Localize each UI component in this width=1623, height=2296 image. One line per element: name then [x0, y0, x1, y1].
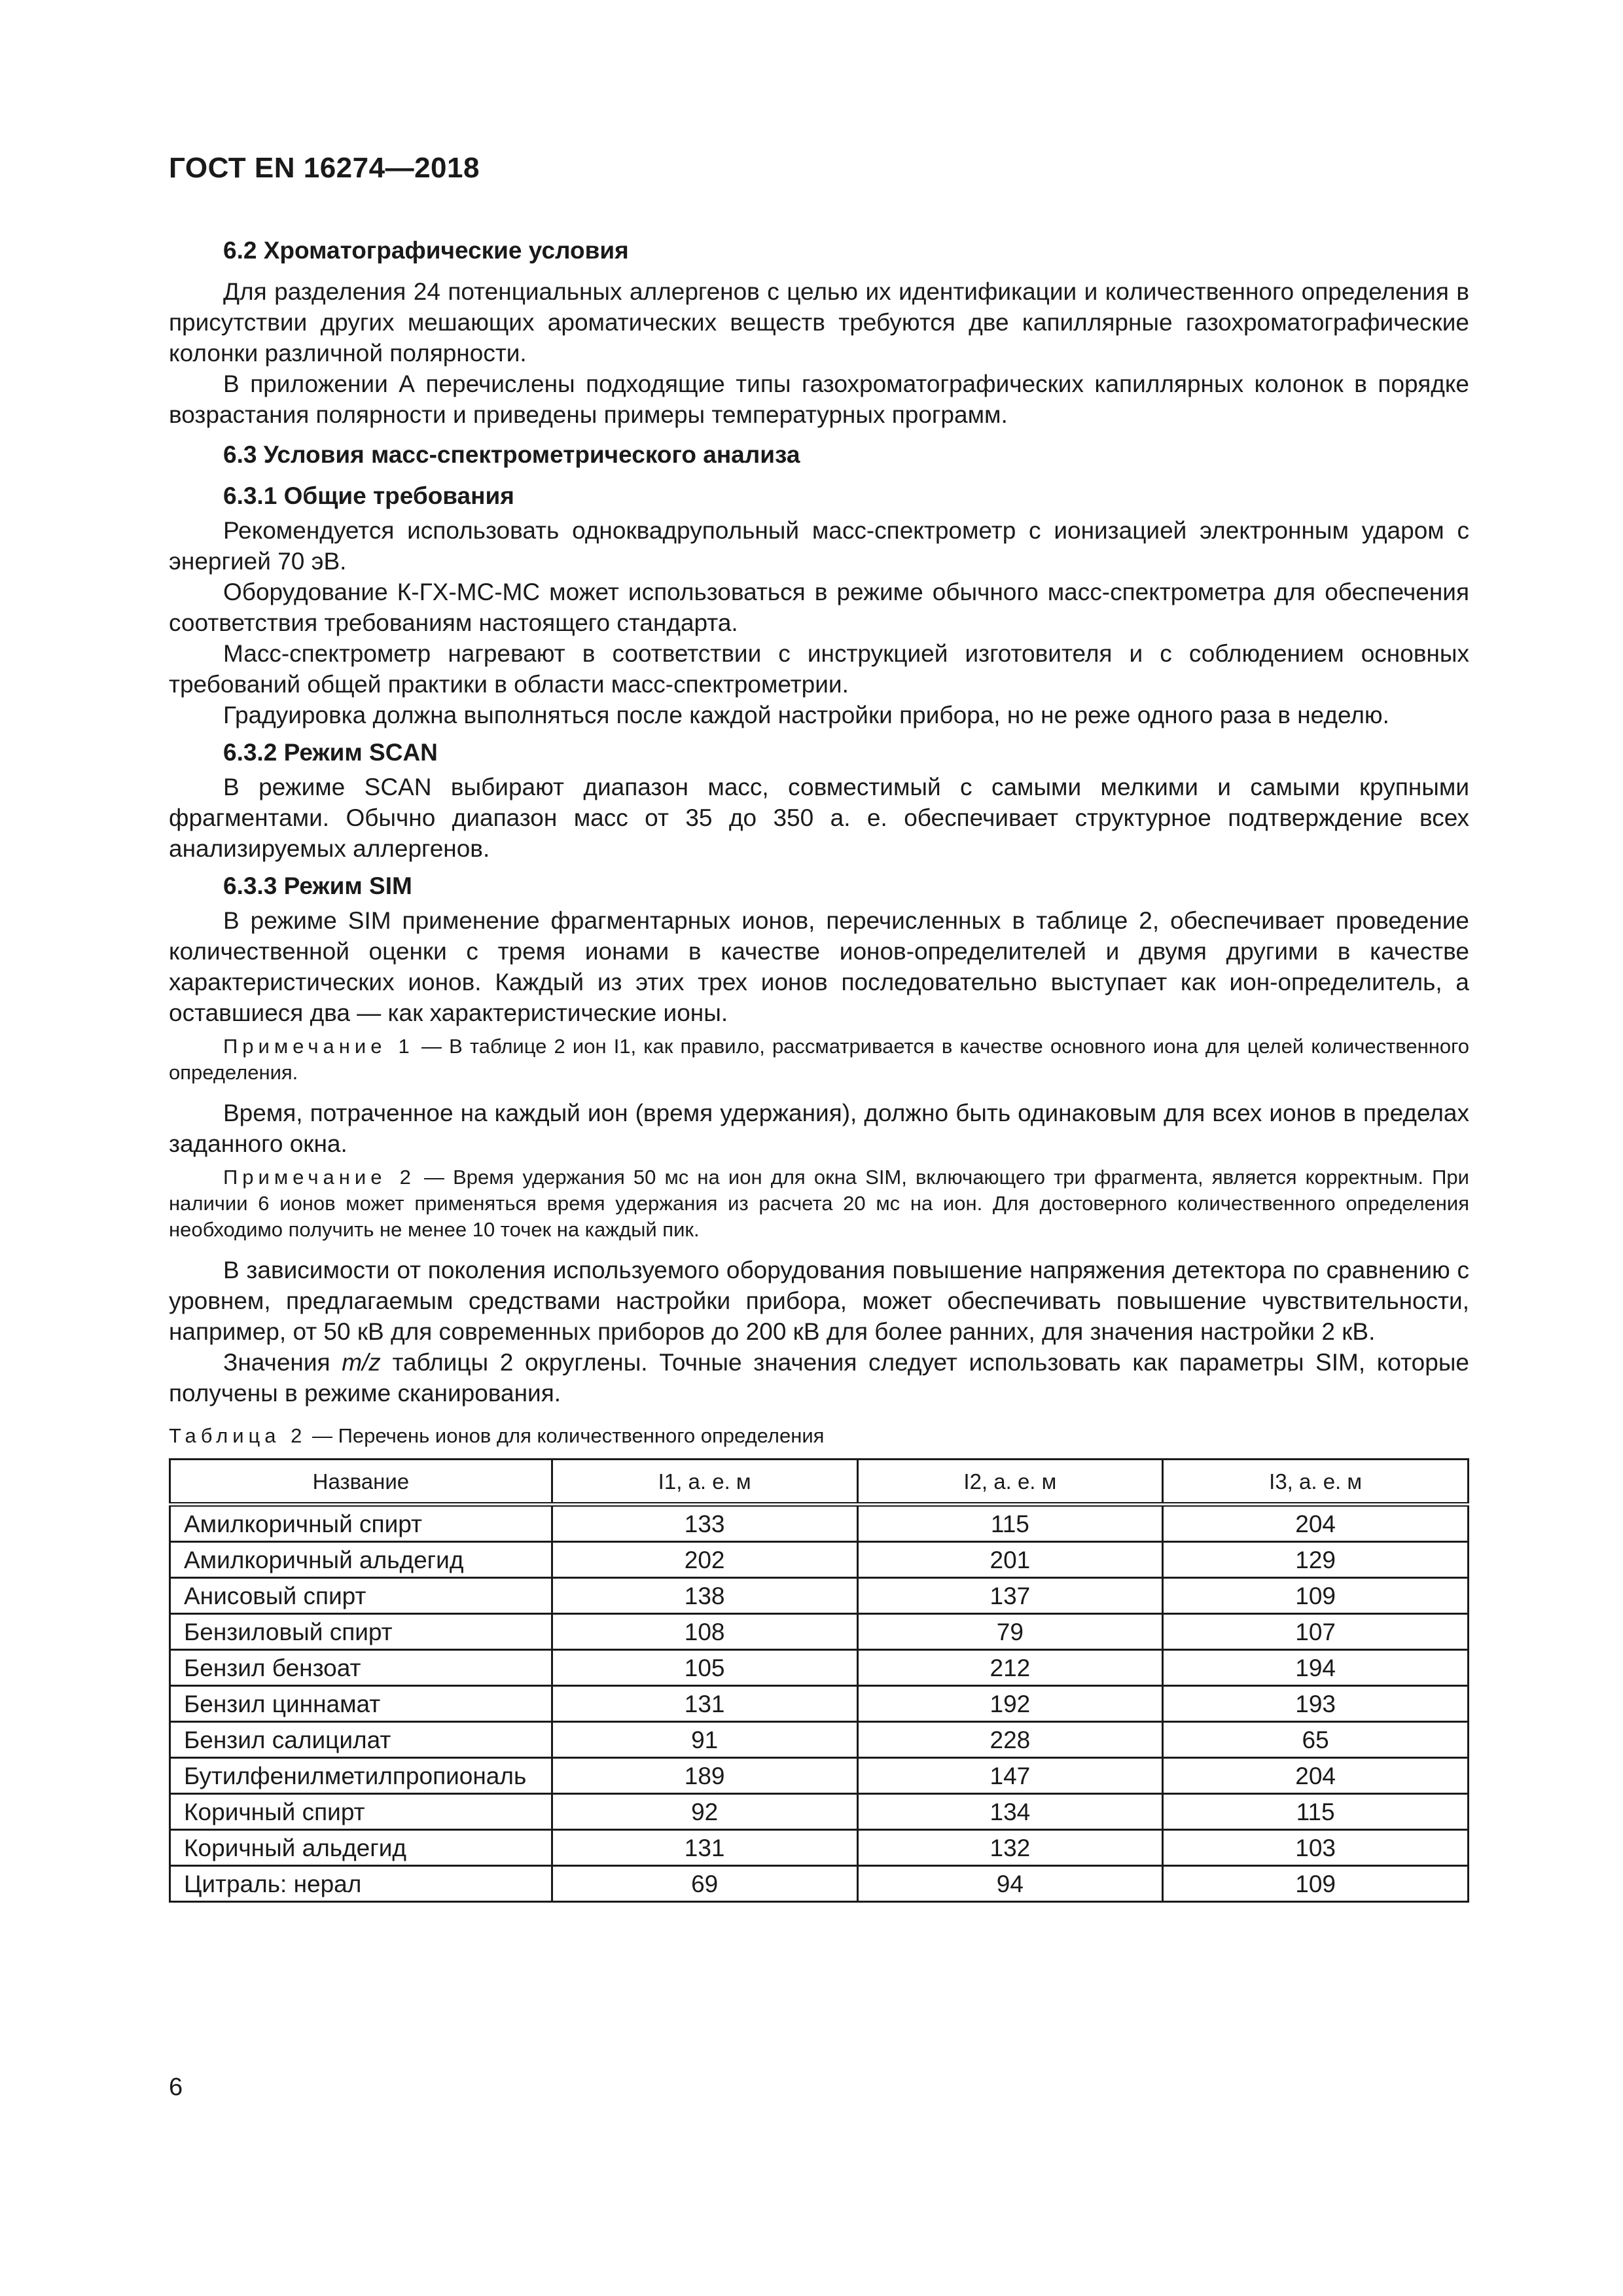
table-header-row [170, 1460, 1469, 1505]
column-header-i1: I1, а. е. м [552, 1460, 857, 1505]
paragraph: В зависимости от поколения используемого оборудования повышение напряжения детектора по сравнению с уровнем, предлагаемым средствами настройки прибора, может обеспечивать повышение чувствительности, например, от 50 кВ для современных приборов до 200 кВ для более ранних, для значения настройки 2 кВ. [169, 1257, 1469, 1345]
cell-i3: 204 [1163, 1758, 1469, 1794]
table-row [170, 1578, 1469, 1614]
cell-i2: 147 [857, 1758, 1163, 1794]
cell-i1: 202 [552, 1542, 857, 1578]
cell-i1: 105 [552, 1650, 857, 1686]
document-id-header: ГОСТ EN 16274—2018 [169, 152, 480, 184]
table-row [170, 1722, 1469, 1758]
cell-i3: 193 [1163, 1686, 1469, 1722]
paragraph: Оборудование К-ГХ-МС-МС может использоваться в режиме обычного масс-спектрометра для обеспечения соответствия требованиям настоящего стандарта. [169, 579, 1469, 636]
cell-i1: 131 [552, 1686, 857, 1722]
cell-i2: 115 [857, 1505, 1163, 1542]
section-title-6-3-3: 6.3.3 Режим SIM [223, 872, 412, 899]
cell-name: Бензил циннамат [170, 1686, 552, 1722]
cell-i3: 129 [1163, 1542, 1469, 1578]
table-caption-text: — Перечень ионов для количественного определения [312, 1424, 825, 1447]
page-number: 6 [169, 2073, 183, 2101]
cell-i3: 194 [1163, 1650, 1469, 1686]
note-label: Примечание 2 [223, 1166, 416, 1189]
cell-i2: 79 [857, 1614, 1163, 1650]
cell-i3: 204 [1163, 1505, 1469, 1542]
cell-i3: 103 [1163, 1830, 1469, 1866]
table-row [170, 1650, 1469, 1686]
cell-name: Коричный спирт [170, 1794, 552, 1830]
note-1 [169, 1033, 1469, 1086]
cell-i2: 212 [857, 1650, 1163, 1686]
cell-i2: 192 [857, 1686, 1163, 1722]
paragraph: В режиме SIM применение фрагментарных ионов, перечисленных в таблице 2, обеспечивает проведение количественной оценки с тремя ионами в качестве ионов-определителей и двумя другими в качестве характеристических ионов. Каждый из этих трех ионов последовательно выступает как ион-определитель, а оставшиеся два — как характеристические ионы. [169, 907, 1469, 1026]
table-caption [169, 1423, 1469, 1449]
note-label: Примечание 1 [223, 1035, 414, 1058]
cell-name: Амилкоричный спирт [170, 1505, 552, 1542]
cell-i1: 138 [552, 1578, 857, 1614]
cell-i2: 201 [857, 1542, 1163, 1578]
text-fragment: Значения [223, 1349, 342, 1376]
section-title-6-3-2: 6.3.2 Режим SCAN [223, 739, 438, 766]
cell-i2: 94 [857, 1866, 1163, 1902]
paragraph: Градуировка должна выполняться после каждой настройки прибора, но не реже одного раза в неделю. [223, 702, 1389, 728]
paragraph: Время, потраченное на каждый ион (время удержания), должно быть одинаковым для всех ионов в пределах заданного окна. [169, 1100, 1469, 1157]
paragraph: Для разделения 24 потенциальных аллергенов с целью их идентификации и количественного определения в присутствии других мешающих ароматических веществ требуются две капиллярные газохроматографические колонки различной полярности. [169, 278, 1469, 367]
paragraph: В приложении А перечислены подходящие типы газохроматографических капиллярных колонок в порядке возрастания полярности и приведены примеры температурных программ. [169, 370, 1469, 428]
paragraph: Масс-спектрометр нагревают в соответствии с инструкцией изготовителя и с соблюдением основных требований общей практики в области масс-спектрометрии. [169, 640, 1469, 698]
column-header-i3: I3, а. е. м [1163, 1460, 1469, 1505]
cell-i1: 189 [552, 1758, 857, 1794]
cell-name: Бензил бензоат [170, 1650, 552, 1686]
cell-name: Бензил салицилат [170, 1722, 552, 1758]
mz-symbol: m/z [342, 1349, 381, 1376]
cell-i1: 108 [552, 1614, 857, 1650]
cell-i1: 133 [552, 1505, 857, 1542]
table-row [170, 1686, 1469, 1722]
cell-name: Бутилфенилметилпропиональ [170, 1758, 552, 1794]
table-row [170, 1542, 1469, 1578]
note-text: — В таблице 2 ион I1, как правило, рассматривается в качестве основного иона для целей количественного определения. [169, 1035, 1469, 1084]
note-text: — Время удержания 50 мс на ион для окна SIM, включающего три фрагмента, является корректным. При наличии 6 ионов может применяться время удержания из расчета 20 мс на ион. Для достоверного количественного определения необходимо получить не менее 10 точек на каждый пик. [169, 1166, 1469, 1241]
cell-i3: 109 [1163, 1866, 1469, 1902]
cell-name: Коричный альдегид [170, 1830, 552, 1866]
table-row [170, 1614, 1469, 1650]
cell-i2: 132 [857, 1830, 1163, 1866]
ions-table [169, 1458, 1469, 1903]
table-row [170, 1830, 1469, 1866]
cell-i2: 137 [857, 1578, 1163, 1614]
section-title-6-3: 6.3 Условия масс-спектрометрического анализа [223, 441, 800, 468]
paragraph: Рекомендуется использовать одноквадрупольный масс-спектрометр с ионизацией электронным ударом с энергией 70 эВ. [169, 517, 1469, 575]
table-row [170, 1866, 1469, 1902]
cell-i3: 115 [1163, 1794, 1469, 1830]
note-2 [169, 1164, 1469, 1243]
cell-i1: 131 [552, 1830, 857, 1866]
table-row [170, 1794, 1469, 1830]
cell-i1: 69 [552, 1866, 857, 1902]
cell-i3: 109 [1163, 1578, 1469, 1614]
cell-i1: 91 [552, 1722, 857, 1758]
cell-i1: 92 [552, 1794, 857, 1830]
text-fragment: таблицы 2 округлены. Точные значения следует использовать как параметры SIM, которые получены в режиме сканирования. [169, 1349, 1469, 1407]
column-header-i2: I2, а. е. м [857, 1460, 1163, 1505]
cell-name: Амилкоричный альдегид [170, 1542, 552, 1578]
cell-i3: 107 [1163, 1614, 1469, 1650]
document-body [169, 226, 1469, 1903]
cell-name: Бензиловый спирт [170, 1614, 552, 1650]
paragraph: В режиме SCAN выбирают диапазон масс, совместимый с самыми мелкими и самыми крупными фрагментами. Обычно диапазон масс от 35 до 350 а. е. обеспечивает структурное подтверждение всех анализируемых аллергенов. [169, 774, 1469, 862]
section-title-6-3-1: 6.3.1 Общие требования [223, 482, 514, 509]
cell-name: Цитраль: нерал [170, 1866, 552, 1902]
table-row [170, 1505, 1469, 1542]
table-row [170, 1758, 1469, 1794]
cell-name: Анисовый спирт [170, 1578, 552, 1614]
column-header-name: Название [170, 1460, 552, 1505]
table-caption-label: Таблица 2 [169, 1424, 307, 1447]
paragraph [169, 1347, 1469, 1408]
cell-i3: 65 [1163, 1722, 1469, 1758]
cell-i2: 228 [857, 1722, 1163, 1758]
section-title-6-2: 6.2 Хроматографические условия [223, 237, 629, 264]
cell-i2: 134 [857, 1794, 1163, 1830]
